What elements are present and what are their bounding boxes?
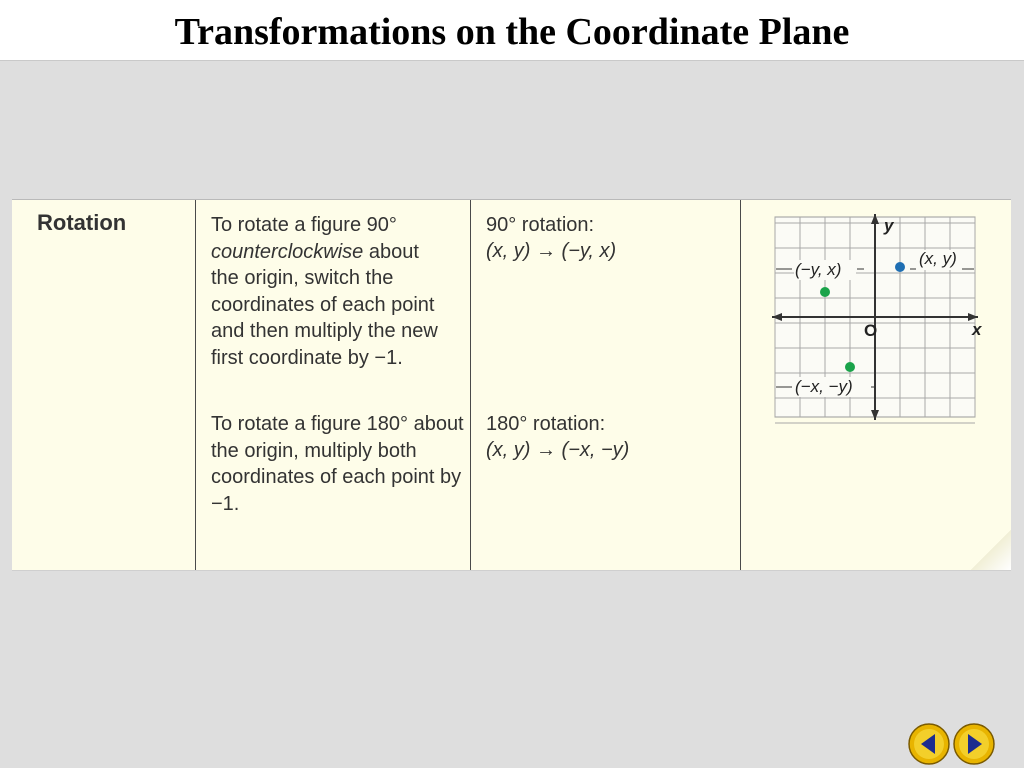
rotate-180-description: To rotate a figure 180° about the origin, multiply both coordinates of each point by −1. [211,413,464,515]
x-axis-label: x [972,320,982,339]
description-text: about [363,240,419,263]
point-rotated-90 [820,287,830,297]
rule-name: 90° rotation: [486,214,595,236]
column-divider [195,200,196,570]
italic-term: counterclockwise [211,240,364,263]
point-rotated-180 [845,362,855,372]
y-axis-label: y [884,216,894,235]
description-text: To rotate a figure 90° [211,214,397,236]
rotate-90-description [211,212,471,371]
point-label-original: (x, y) [919,249,957,268]
page-curl [971,530,1011,570]
coordinate-graph [752,200,1011,440]
point-label-90: (−y, x) [795,260,842,279]
origin-label: O [864,321,878,340]
rule-formula: (x, y) → (−x, −y) [486,439,630,461]
description-text [211,239,471,266]
rule-180 [486,411,746,463]
rule-formula: (x, y) → (−y, x) [486,240,617,262]
rule-90 [486,212,746,264]
point-label-180: (−x, −y) [795,377,853,396]
rule-name: 180° rotation: [486,413,606,435]
slide-title: Transformations on the Coordinate Plane [174,11,850,53]
rotation-table [12,199,1011,571]
previous-slide-button[interactable] [908,723,950,765]
description-text: the origin, switch the coordinates of each point and then multiply the new first coordinate by −1. [211,267,438,369]
point-original [895,262,905,272]
row-label: Rotation [37,210,127,235]
title-bar [0,0,1024,61]
next-slide-button[interactable] [953,723,995,765]
